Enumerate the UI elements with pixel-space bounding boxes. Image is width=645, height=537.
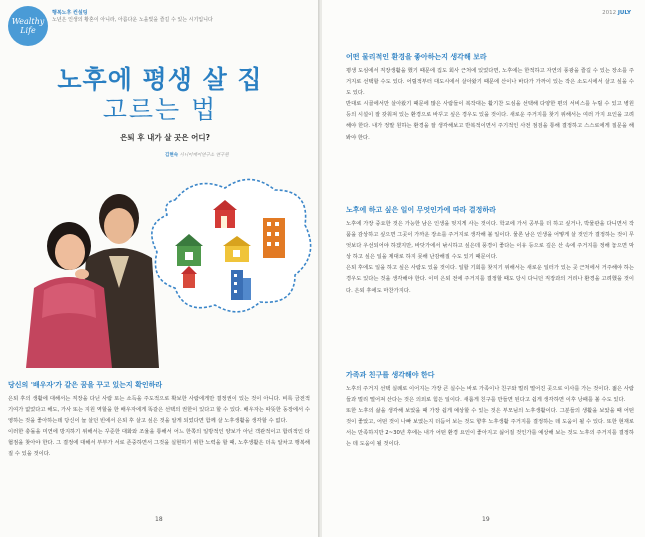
right-section-body-2 [346, 219, 634, 297]
badge-line2: Life [20, 26, 36, 35]
page-number-left: 18 [155, 516, 163, 523]
right-section-heading-2: 노후에 하고 싶은 일이 무엇인가에 따라 결정하라 [346, 206, 496, 214]
badge-line1: Wealthy [11, 17, 45, 26]
section-kicker [52, 10, 213, 24]
left-paragraph: 은퇴 후의 생활에 대해서는 직장을 다닌 사람 또는 소득을 주도적으로 확보한 사람에게만 결정권이 있는 것이 아니다. 비록 금전적 기여가 없었다고 해도, 가사 또는 지원 역할을 한 배우자에게 똑같은 선택의 권한이 있다고 할 수 있다. 배우자는 따뜻한 동장에서 수영하는 것을 좋아하는데 당신이 늘 살던 빈에서 은퇴 후 살고 싶은 것을 알게 되었다면 함께 살 노후생활을 생각할 수 없다. [8, 396, 310, 425]
right-section-heading-1: 어떤 물리적인 환경을 좋아하는지 생각해 보라 [346, 53, 487, 61]
dream-home-cloud [145, 170, 315, 320]
senior-couple-photo [24, 178, 164, 368]
left-section-heading: 당신의 '배우자'가 같은 꿈을 꾸고 있는지 확인하라 [8, 381, 163, 389]
right-paragraph: 노후에 가장 중요한 것은 가능한 남은 인생을 멋지게 사는 것이다. 학교에 가서 공부를 더 하고 싶거나, 박물관을 다니면서 작품을 감상하고 싶으면 그곳이 가까운 장소를 주거지로 생각해 볼 일이다. 물론 남은 인생을 어떻게 살 것인가 결정하는 것이 무엇보다 우선되어야 하겠지만, 바닷가에서 낚시하고 싶은데 풍경이 좋다는 이유 등으로 깊은 산 속에 주거지를 정해 놓으면 막상 하고 싶은 일을 제대로 하지 못해 난감해질 수도 있기 때문이다. [346, 221, 634, 261]
right-page [322, 0, 645, 537]
article-title-line1: 노후에 평생 살 집 [57, 65, 263, 94]
left-page [0, 0, 320, 537]
issue-date [602, 10, 631, 16]
right-section-body-3 [346, 384, 634, 451]
right-paragraph: 은퇴 후에도 일을 하고 싶은 사람도 있을 것이다. 일할 기회를 찾지기 위해서는 새로운 일터가 있는 곳 근처에서 거주해야 하는 경우도 있다는 것을 생각해야 한다. 이미 은퇴 전에 주거지를 결정할 때도 당시 다니던 직장과의 거리나 환경을 고려했을 것이다. 은퇴 후에도 마찬가지다. [346, 265, 634, 294]
issue-year: 2012 [602, 10, 617, 16]
orange-tower-icon [263, 218, 285, 258]
byline [165, 152, 229, 158]
left-paragraph: 이러한 충돌을 미연에 방지하기 위해서는 꾸준한 대화와 조율을 통해서 어느 한쪽의 일방적인 양보가 아닌 객관적이고 합리적인 타협점을 찾아야 한다. 그 결정에 대해서 부부가 서로 존중하면서 그것을 실현하기 위한 노력을 할 때, 노후생활은 더욱 알차고 행복해질 수 있을 것이다. [8, 429, 310, 458]
byline-name: 김현숙 [165, 153, 179, 158]
right-section-body-1 [346, 66, 634, 144]
right-paragraph: 반대로 시골에서만 살아왔기 때문에 많은 사람들이 복작대는 활기찬 도심을 선택해 다양한 편의 서비스를 누릴 수 있고 병원 등의 시설이 잘 갖춰져 있는 환경으로 바꾸고 싶은 경우도 있을 것이다. 새로운 주거지를 찾기 위해서는 여러 가지 요인을 고려해야 한다. 내가 정말 원하는 환경을 잘 생각해보고 반복적이면서 주기적인 사전 점검을 통해 결정하고 스스로에게 질문을 해봐야 한다. [346, 101, 634, 141]
kicker-subtitle: 노년은 인생의 황혼이 아니라, 아름다운 노을빛을 즐길 수 있는 시기입니다 [52, 17, 213, 23]
article-title-line2: 고르는 법 [102, 95, 218, 124]
right-paragraph: 평생 도심에서 직장생활을 했기 때문에 집도 회사 근처에 있었다면, 노후에는 한적하고 자연의 풍광을 즐길 수 있는 장소를 주거지로 선택할 수도 있다. 어릴적부터 대도시에서 살아왔기 때문에 산이나 바다가 가까이 있는 작은 소도시에서 살고 싶을 수도 있다. [346, 68, 634, 97]
article-subtitle: 은퇴 후 내가 살 곳은 어디? [120, 133, 210, 142]
right-section-heading-3: 가족과 친구를 생각해야 한다 [346, 371, 435, 379]
kicker-title: 행복노후 컨설팅 [52, 10, 88, 16]
right-paragraph: 또한 노후의 삶을 생각해 보았을 때 가장 쉽게 예상할 수 있는 것은 부모님의 노후생활이다. 그분들의 생활을 보았을 때 어떤 것이 좋았고, 어떤 것이 나빠 보였는지 더듬어 보는 것도 향후 노후생활 주거지를 결정하는 데 도움이 될 수 있다. 또한 현재로서는 만족하지만 2~30년 후에는 내가 어떤 환경 요인이 좋아지고 싫어질 것인가를 예상해 보는 것도 노후의 주거지를 결정하는 데 도움이 될 것이다. [346, 408, 634, 448]
wealthy-life-badge [8, 6, 48, 46]
page-number-right: 19 [482, 516, 490, 523]
issue-month: JULY [617, 10, 631, 16]
byline-role: 시니어케어연구소 연구원 [179, 153, 229, 158]
right-paragraph: 노후의 주거지 선택 실례로 이어지는 가장 큰 실수는 바로 가족이나 친구와 멀리 떨어진 곳으로 이사를 가는 것이다. 젊은 사람들과 멀리 떨어져 산다는 것은 의외로 힘든 일이다. 새롭게 친구를 만들면 된다고 쉽게 생각하면 이후 낭패를 볼 수도 있다. [346, 386, 634, 404]
left-section-body [8, 394, 310, 461]
